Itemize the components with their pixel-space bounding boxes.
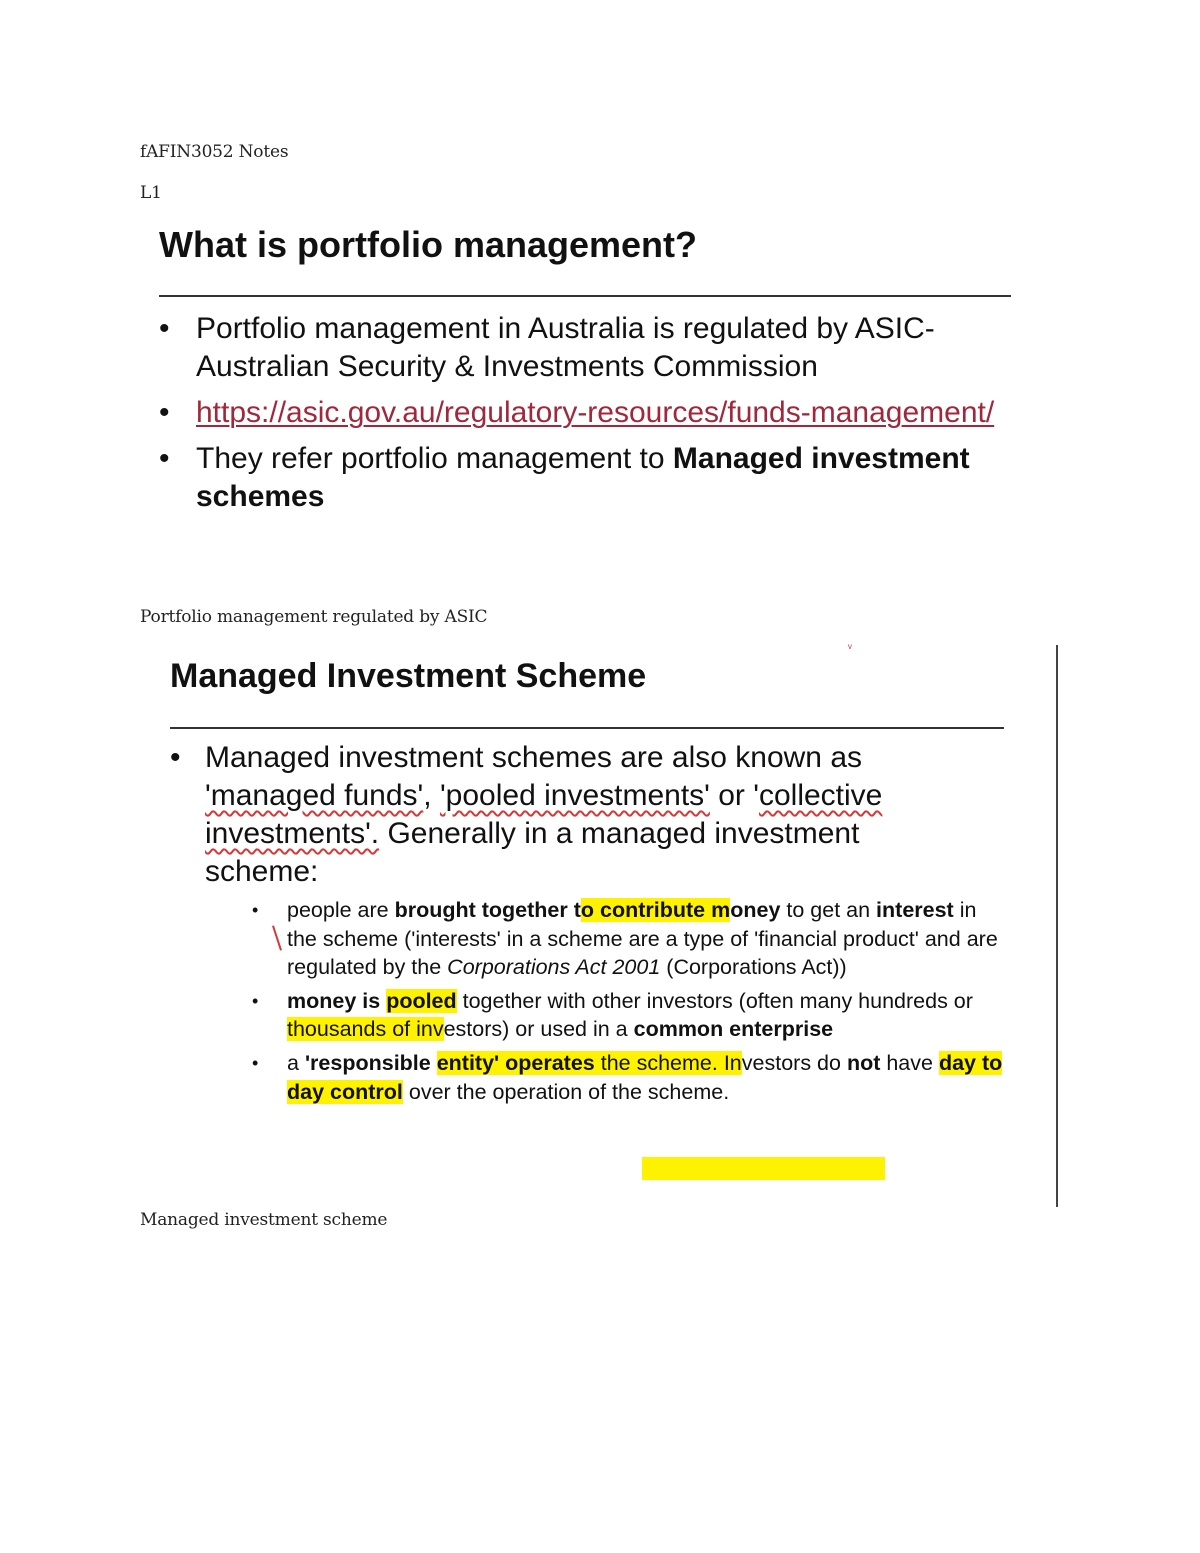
caption-slide-1: Portfolio management regulated by ASIC — [140, 607, 488, 627]
annotated-term: 'pooled investments' — [439, 779, 710, 812]
annotated-term: 'managed funds' — [205, 779, 424, 812]
bullet-glyph: • — [252, 900, 259, 920]
bullet-glyph: • — [252, 990, 259, 1011]
slide-bullet-list — [157, 310, 997, 524]
bullet-glyph: • — [252, 1052, 259, 1073]
caption-slide-2: Managed investment scheme — [140, 1210, 388, 1230]
bullet-asic-link — [157, 394, 997, 432]
bullet-glyph: • — [159, 396, 170, 429]
sub-bullet-responsible-entity: • a 'responsible entity' operates the scheme. Investors do not have day to day control over the operation of the scheme. — [252, 1050, 1003, 1104]
slide-title: What is portfolio management? — [159, 224, 698, 265]
sub-bullet-money-pooled: • money is pooled together with other investors (often many hundreds or thousands of investors) or used in a common enterprise — [252, 988, 973, 1042]
highlight-stroke — [642, 1157, 885, 1180]
highlighted-text: o contribute m — [580, 898, 731, 922]
bullet-glyph: • — [159, 312, 170, 345]
highlighted-text: entity' operates — [436, 1050, 595, 1075]
sub-bullet-contribute-money: • people are brought together to contribute money to get an interest in the scheme ('interests' in a scheme are a type of 'financial product' and are regulated by the Corporations Act 2001 (Corporations Act)) — [252, 898, 998, 980]
bullet-managed-investment-schemes: • They refer portfolio management to Managed investment schemes — [159, 442, 970, 513]
highlighted-text: pooled — [386, 988, 457, 1013]
highlighted-text: thousands of inv — [287, 1017, 444, 1042]
intro-bullet: • Managed investment schemes are also known as 'managed funds', 'pooled investments' or 'collective investments'. Generally in a managed investment scheme: — [170, 741, 883, 888]
slide-title-divider — [170, 727, 1004, 729]
lecture-label: L1 — [140, 183, 162, 203]
slide-right-border — [1056, 645, 1058, 1207]
slide-title: Managed Investment Scheme — [170, 657, 647, 695]
document-title: fAFIN3052 Notes — [140, 142, 289, 162]
slide-title-divider — [159, 295, 1011, 297]
scheme-characteristics-list — [250, 896, 1010, 1111]
bullet-glyph: • — [159, 442, 170, 475]
pen-mark: ᵛ — [848, 641, 852, 655]
bullet-asic-regulation: • Portfolio management in Australia is regulated by ASIC- Australian Security & Investments Commission — [159, 312, 935, 383]
highlighted-text: the scheme. In — [594, 1050, 742, 1075]
asic-funds-management-link[interactable]: https://asic.gov.au/regulatory-resources/funds-management/ — [196, 396, 995, 429]
bullet-glyph: • — [170, 741, 181, 774]
slide-portfolio-management — [157, 222, 1027, 562]
slide-managed-investment-scheme — [168, 641, 1058, 1205]
highlighted-text: day to day control — [287, 1050, 1003, 1104]
annotated-term: collective investments'. — [205, 779, 883, 850]
